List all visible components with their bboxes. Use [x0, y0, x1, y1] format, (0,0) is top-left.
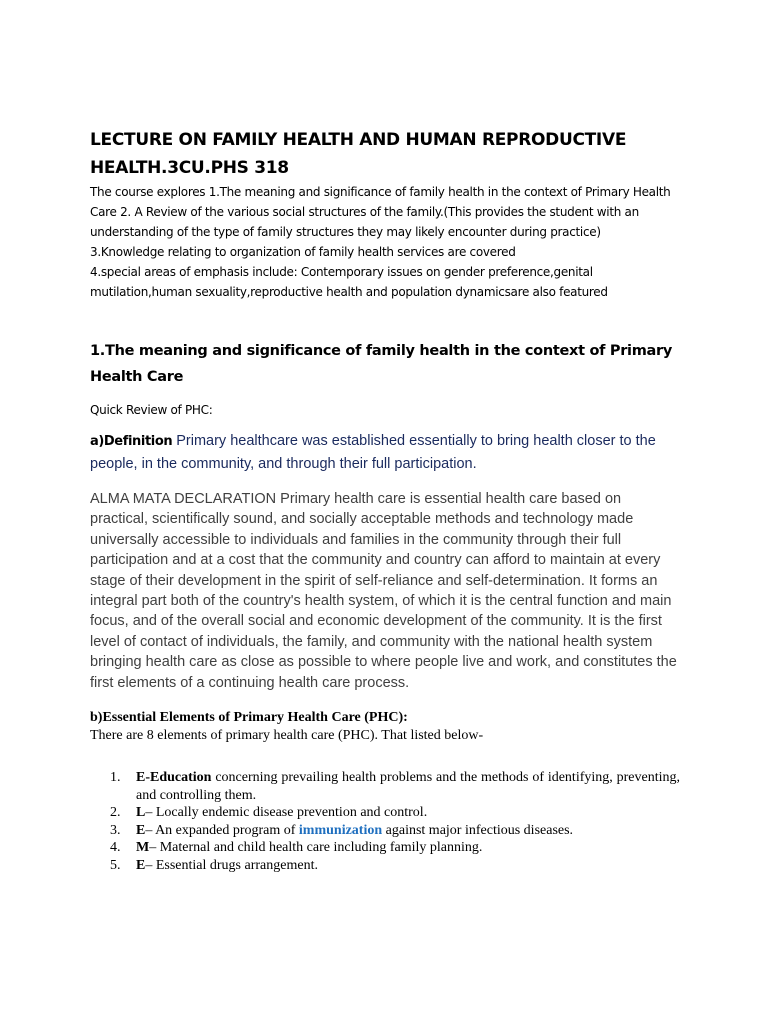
list-item-text: – Essential drugs arrangement. [145, 857, 318, 873]
section-b-intro: There are 8 elements of primary health care (PHC). That listed below- [90, 728, 484, 744]
definition-text: Primary healthcare was established essentially to bring health closer to the people, in the community, and through their full participation. [90, 433, 656, 472]
list-item-number: 3. [110, 822, 121, 838]
list-item-text: against major infectious diseases. [382, 822, 574, 838]
list-item-text: – Locally endemic disease prevention and control. [145, 805, 428, 821]
list-item [90, 839, 680, 857]
intro-paragraph-1: The course explores 1.The meaning and significance of family health in the context of Primary Health Care 2. A Review of the various social structures of the family.(This provides the student with an understanding of the type of family structures they may likely encounter during practice) [90, 185, 671, 239]
list-item-text: – Maternal and child health care including family planning. [149, 840, 483, 856]
elements-list [90, 769, 680, 874]
list-item-number: 2. [110, 805, 121, 821]
list-item [90, 822, 680, 840]
title-line-1: LECTURE ON FAMILY HEALTH AND HUMAN REPRODUCTIVE [90, 130, 627, 150]
section-b-block [90, 709, 680, 745]
list-item-text: concerning prevailing health problems and the methods of identifying, preventing, and controlling them. [136, 770, 680, 803]
list-item-key: L [136, 805, 146, 821]
list-item-number: 1. [110, 770, 121, 786]
list-item-number: 5. [110, 857, 121, 873]
document-title [90, 126, 680, 182]
list-item-key: E [136, 857, 146, 873]
list-item [90, 804, 680, 822]
immunization-link[interactable]: immunization [298, 822, 383, 838]
intro-paragraph-2: 3.Knowledge relating to organization of family health services are covered [90, 245, 516, 259]
list-item [90, 857, 680, 875]
section-b-heading: b)Essential Elements of Primary Health Care (PHC): [90, 710, 408, 726]
intro-paragraph-3: 4.special areas of emphasis include: Contemporary issues on gender preference,genital mutilation,human sexuality,reproductive health and population dynamicsare also featured [90, 265, 608, 299]
document-body [90, 126, 680, 874]
alma-ata-declaration-paragraph: ALMA MATA DECLARATION Primary health care is essential health care based on practical, scientifically sound, and socially acceptable methods and technology made universally accessible to individuals and families in the community through their full participation and at a cost that the community and country can afford to maintain at every stage of their development in the spirit of self-reliance and self-determination. It forms an integral part both of the country's health system, of which it is the central function and main focus, and of the overall social and economic development of the community. It is the first level of contact of individuals, the family, and community with the national health system bringing health care as close as possible to where people live and work, and constitutes the first elements of a continuing health care process. [90, 491, 677, 691]
list-item-key: M [136, 840, 150, 856]
list-item-number: 4. [110, 840, 121, 856]
title-line-2: HEALTH.3CU.PHS 318 [90, 158, 289, 178]
list-item-text-pre: – An expanded program of [145, 822, 299, 838]
definition-label: a)Definition [90, 434, 173, 449]
section-1-heading: 1.The meaning and significance of family health in the context of Primary Health Care [90, 343, 673, 385]
list-item [90, 769, 680, 804]
list-item-key: E-Education [136, 770, 212, 786]
quick-review-label: Quick Review of PHC: [90, 403, 213, 417]
list-item-key: E [136, 822, 146, 838]
definition-paragraph [90, 430, 680, 475]
